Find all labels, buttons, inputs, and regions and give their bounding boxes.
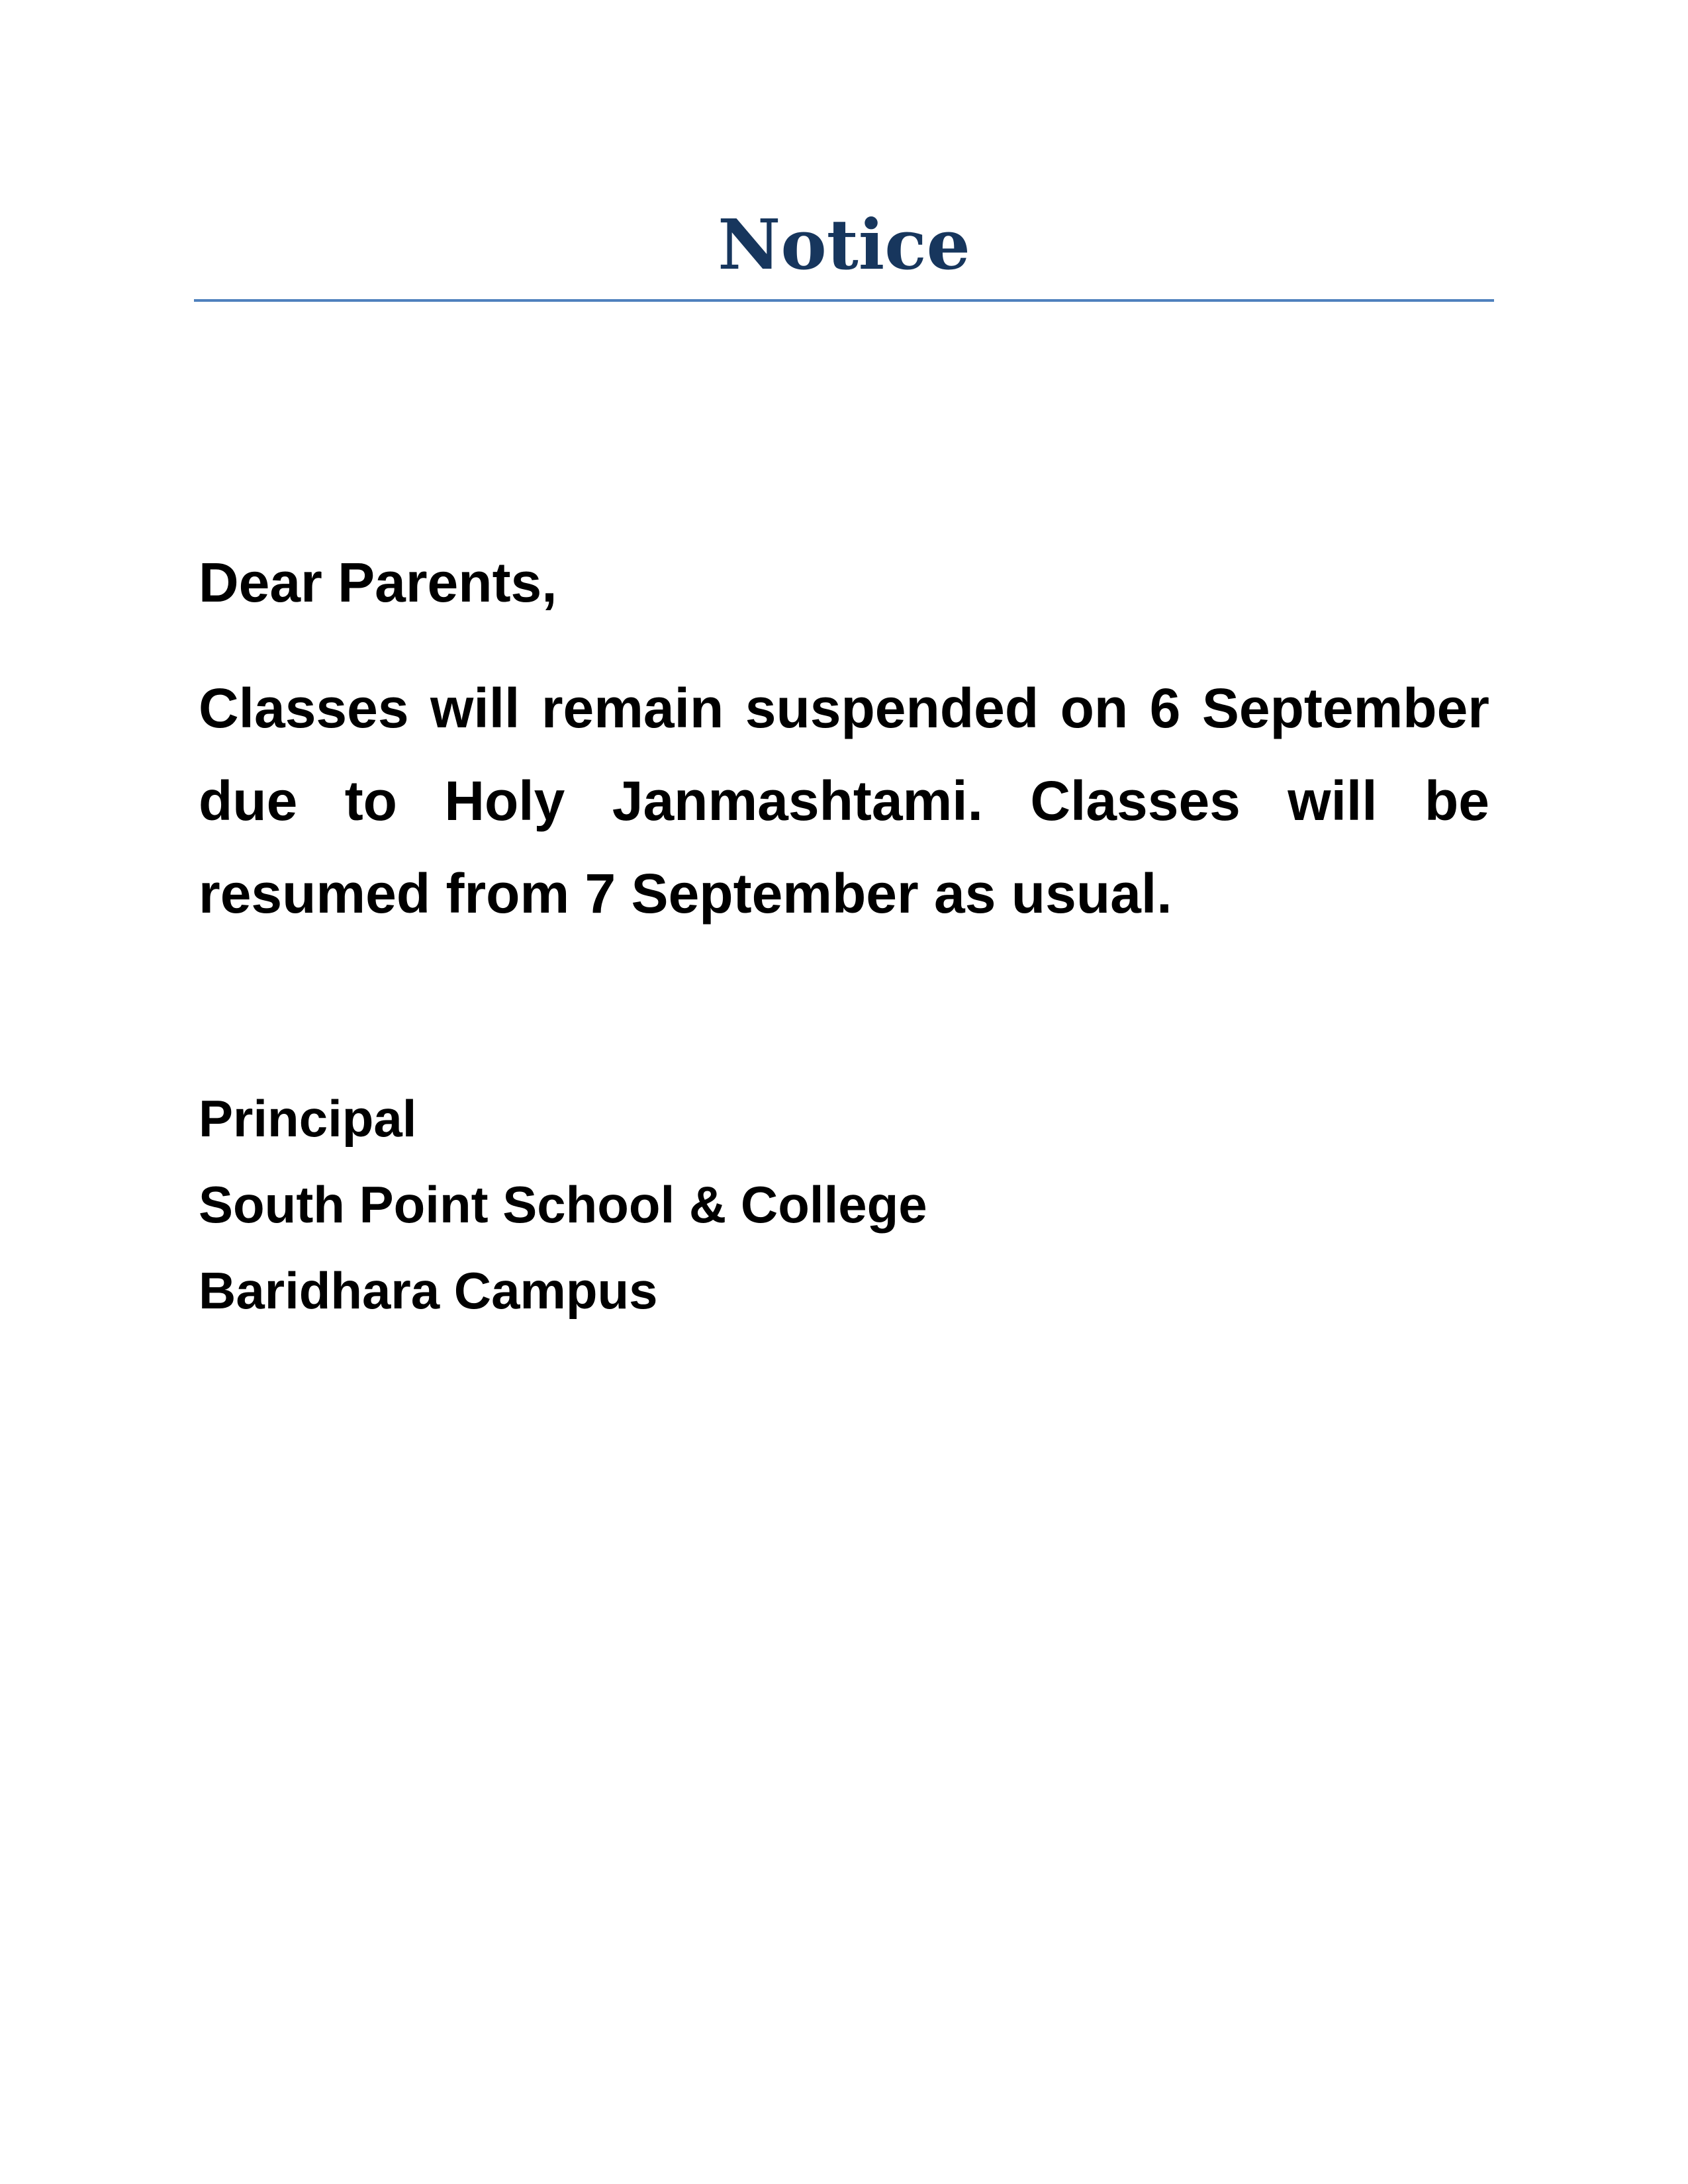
page-title: Notice	[718, 204, 970, 285]
title-underline	[194, 299, 1494, 302]
notice-body: Classes will remain suspended on 6 September due to Holy Janmashtami. Classes will be resumed from 7 September as usual.	[199, 677, 1489, 925]
signature-role: Principal	[199, 1089, 417, 1148]
signature-institution: South Point School & College	[199, 1175, 927, 1234]
signature-campus: Baridhara Campus	[199, 1261, 658, 1320]
greeting: Dear Parents,	[199, 551, 557, 614]
